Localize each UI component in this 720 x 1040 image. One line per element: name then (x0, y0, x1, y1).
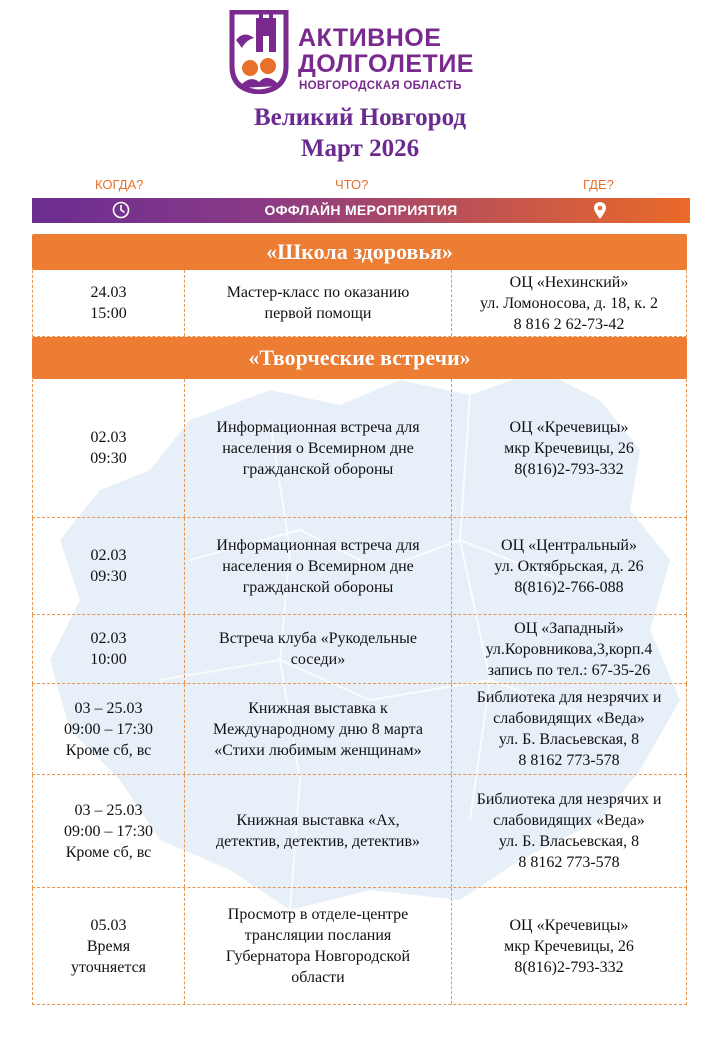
event-what-line: детектив, детектив, детектив» (215, 833, 421, 850)
event-when (33, 775, 185, 887)
event-when-line: Кроме сб, вс (65, 843, 152, 861)
event-row (32, 518, 687, 615)
event-when-line: 02.03 (90, 547, 127, 564)
event-what-line: гражданской обороны (242, 578, 394, 596)
event-where-line: 8(816)2-766-088 (514, 578, 624, 596)
event-what-line: соседи» (290, 651, 346, 668)
section-header: «Творческие встречи» (32, 337, 687, 379)
event-where-line: ОЦ «Нехинский» (509, 273, 629, 291)
event-where (452, 518, 686, 614)
location-pin-icon (593, 201, 607, 220)
event-what-line: Информационная встреча для (216, 418, 420, 436)
event-what-line: первой помощи (264, 305, 372, 322)
event-when (33, 684, 185, 774)
event-where-line: 8(816)2-793-332 (514, 460, 624, 478)
event-where-line: 8(816)2-793-332 (514, 958, 624, 976)
event-what-line: Губернатора Новгородской (225, 948, 411, 965)
event-where-line: ул. Б. Власьевская, 8 (498, 731, 640, 748)
event-where-line: 8 816 2 62-73-42 (513, 315, 625, 333)
event-where (452, 775, 686, 887)
event-what (185, 888, 452, 1004)
event-where-line: слабовидящих «Веда» (493, 710, 645, 727)
event-when-line: 09:00 – 17:30 (64, 822, 153, 840)
column-label-when: КОГДА? (95, 177, 144, 192)
event-where-line: Библиотека для незрячих и (476, 689, 662, 706)
event-what-line: трансляции послания (244, 927, 392, 944)
event-what-line: населения о Всемирном дне (222, 557, 414, 575)
event-what-line: Просмотр в отделе-центре (227, 906, 409, 923)
event-when (33, 888, 185, 1004)
city-title: Великий Новгород (253, 104, 467, 131)
event-when-line: 10:00 (90, 651, 127, 668)
month-title: Март 2026 (300, 135, 420, 162)
event-what-line: Информационная встреча для (216, 536, 420, 554)
event-what-line: Книжная выставка «Ах, (236, 812, 400, 829)
event-what (185, 270, 452, 336)
logo (228, 10, 500, 94)
event-what-line: Книжная выставка к (248, 699, 388, 717)
column-label-where: ГДЕ? (583, 177, 614, 192)
event-what-line: гражданской обороны (242, 460, 394, 478)
event-when-line: 09:30 (90, 568, 127, 585)
event-where (452, 270, 686, 336)
event-where-line: ОЦ «Центральный» (501, 536, 637, 554)
event-row (32, 270, 687, 337)
event-when-line: 03 – 25.03 (74, 801, 143, 819)
offline-events-label: ОФФЛАЙН МЕРОПРИЯТИЯ (264, 202, 458, 218)
event-when-line: 02.03 (90, 630, 127, 647)
event-what-line: Мастер-класс по оказанию (226, 284, 410, 301)
event-when-line: Кроме сб, вс (65, 741, 152, 759)
event-where-line: ул. Ломоносова, д. 18, к. 2 (480, 294, 658, 312)
event-row (32, 775, 687, 888)
event-where-line: ул. Б. Власьевская, 8 (498, 833, 640, 850)
event-where-line: мкр Кречевицы, 26 (504, 439, 634, 457)
event-when-line: 09:30 (90, 450, 127, 467)
event-when (33, 518, 185, 614)
event-where-line: мкр Кречевицы, 26 (504, 937, 634, 955)
event-when (33, 379, 185, 517)
event-where-line: 8 8162 773-578 (518, 854, 620, 871)
event-when (33, 270, 185, 336)
offline-events-bar (32, 198, 690, 223)
event-where-line: ОЦ «Кречевицы» (509, 418, 629, 436)
event-when-line: уточняется (70, 958, 147, 976)
event-when-line: 03 – 25.03 (74, 699, 143, 717)
event-row (32, 684, 687, 775)
event-what (185, 615, 452, 683)
event-what (185, 379, 452, 517)
event-where (452, 379, 686, 517)
event-where-line: ул.Коровникова,3,корп.4 (485, 640, 653, 658)
section-header: «Школа здоровья» (32, 234, 687, 270)
event-when-line: Время (86, 937, 131, 955)
logo-subtitle: НОВГОРОДСКАЯ ОБЛАСТЬ (299, 80, 462, 92)
event-where (452, 684, 686, 774)
event-where-line: слабовидящих «Веда» (493, 812, 645, 829)
event-where (452, 888, 686, 1004)
event-what-line: населения о Всемирном дне (222, 439, 414, 457)
logo-word-1: АКТИВНОЕ (298, 24, 442, 52)
event-what-line: Встреча клуба «Рукодельные (219, 630, 417, 647)
column-label-what: ЧТО? (335, 177, 369, 192)
event-what (185, 684, 452, 774)
event-when-line: 09:00 – 17:30 (64, 720, 153, 738)
event-row (32, 379, 687, 518)
event-when-line: 24.03 (90, 284, 127, 301)
event-what-line: Международному дню 8 марта (213, 720, 423, 738)
logo-emblem-icon (228, 10, 290, 94)
event-when-line: 15:00 (90, 305, 127, 322)
event-row (32, 888, 687, 1005)
event-what (185, 775, 452, 887)
event-what-line: «Стихи любимым женщинам» (214, 741, 422, 759)
event-where-line: ул. Октябрьская, д. 26 (494, 557, 644, 575)
logo-word-2: ДОЛГОЛЕТИЕ (298, 50, 474, 78)
event-what-line: области (291, 969, 345, 986)
event-when-line: 02.03 (90, 429, 127, 446)
schedule-table (32, 234, 687, 1005)
event-where-line: Библиотека для незрячих и (476, 791, 662, 808)
event-where (452, 615, 686, 683)
event-what (185, 518, 452, 614)
event-where-line: 8 8162 773-578 (518, 752, 620, 769)
event-where-line: ОЦ «Кречевицы» (509, 916, 629, 934)
event-where-line: запись по тел.: 67-35-26 (487, 661, 651, 679)
event-where-line: ОЦ «Западный» (514, 619, 624, 637)
event-when (33, 615, 185, 683)
event-row (32, 615, 687, 684)
event-when-line: 05.03 (90, 916, 127, 934)
